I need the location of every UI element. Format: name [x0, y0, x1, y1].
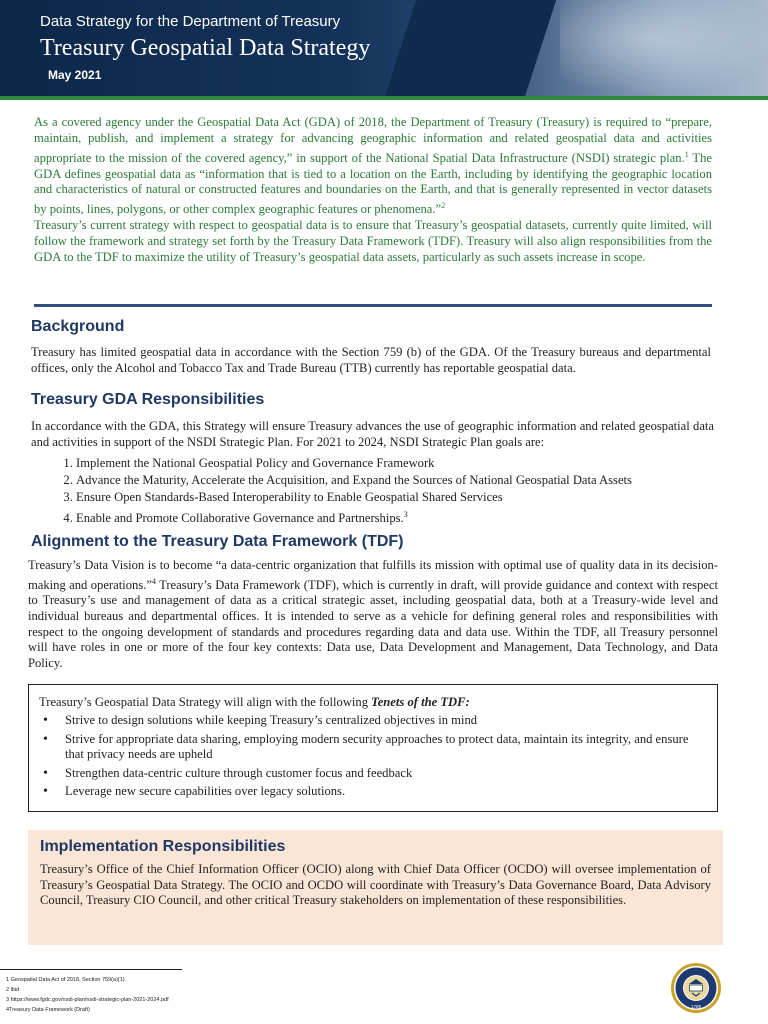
footnote-2: 2 ibid	[6, 987, 20, 993]
background-text: Treasury has limited geospatial data in accordance with the Section 759 (b) of the GDA. Of the Treasury bureaus and departmental offices, only the Alcohol and Tobacco Tax and Trade Bureau (TTB) currently has reportable geospatial data.	[31, 345, 711, 375]
banner-highlight	[560, 0, 768, 96]
intro-section	[34, 115, 712, 266]
implementation-heading: Implementation Responsibilities	[40, 838, 286, 855]
intro-paragraph-2: Treasury’s current strategy with respect to geospatial data is to ensure that Treasury’s geospatial datasets, currently quite limited, will follow the framework and strategy set forth by the Treasury Data Framework (TDF). Treasury will also align responsibilities from the GDA to the TDF to maximize the utility of Treasury’s geospatial data assets, particularly as such assets increase in scope.	[34, 218, 712, 264]
list-item: • Strengthen data-centric culture through customer focus and feedback	[65, 766, 707, 782]
treasury-seal-icon	[670, 962, 722, 1014]
alignment-heading: Alignment to the Treasury Data Framework (TDF)	[31, 533, 404, 550]
list-item: 2. Advance the Maturity, Accelerate the Acquisition, and Expand the Sources of National Geospatial Data Assets	[76, 472, 736, 489]
intro-divider	[34, 304, 712, 307]
tenets-list	[39, 713, 707, 800]
list-item: • Leverage new secure capabilities over legacy solutions.	[65, 784, 707, 800]
seal-year: 1789	[690, 1004, 702, 1009]
implementation-text: Treasury’s Office of the Chief Information Officer (OCIO) along with Chief Data Officer (OCDO) will oversee implementation of Treasury’s Geospatial Data Strategy. The OCIO and OCDO will coordinate with Treasury’s Data Governance Board, Data Advisory Council, Treasury CIO Council, and other critical Treasury stakeholders on implementation of these responsibilities.	[40, 862, 711, 907]
footnote-divider	[0, 969, 182, 970]
list-item: • Strive to design solutions while keeping Treasury’s centralized objectives in mind	[65, 713, 707, 729]
list-item: • Strive for appropriate data sharing, employing modern security approaches to protect data, maintain its integrity, and ensure that privacy needs are upheld	[65, 732, 707, 763]
list-item: 1. Implement the National Geospatial Policy and Governance Framework	[76, 455, 736, 472]
footnote-3: 3 https://www.fgdc.gov/nsdi-plan/nsdi-strategic-plan-2021-2024.pdf	[6, 997, 169, 1003]
footnote-ref-2: 2	[441, 201, 446, 211]
tdf-tenets-box	[28, 684, 718, 812]
footnotes	[6, 975, 169, 1015]
footnote-ref-1: 1	[684, 149, 689, 159]
banner-fold-shape	[377, 0, 562, 96]
header-subtitle: Data Strategy for the Department of Treasury	[40, 13, 341, 30]
header-banner	[0, 0, 768, 96]
tenets-lead: Treasury’s Geospatial Data Strategy will align with the following Tenets of the TDF:	[39, 695, 470, 709]
gda-text: In accordance with the GDA, this Strategy will ensure Treasury advances the use of geographic information and related geospatial data and activities in support of the NSDI Strategic Plan. For 2021 to 2024, NSDI Strategic Plan goals are:	[31, 419, 714, 449]
footnote-1: 1 Geospatial Data Act of 2018, Section 759(a)(1)	[6, 977, 125, 983]
intro-paragraph-1: As a covered agency under the Geospatial Data Act (GDA) of 2018, the Department of Treasury (Treasury) is required to “prepare, maintain, publish, and implement a strategy for advancing geographic information and related geospatial data and activities appropriate to the mission of the covered agency,” in support of the National Spatial Data Infrastructure (NSDI) strategic plan.$^1$ The GDA defines geospatial data as “information that is tied to a location on the Earth, including by identifying the geographic location and characteristics of natural or constructed features and boundaries on the Earth, and that is generally represented in vector datasets by points, lines, polygons, or other complex geographic features or phenomena.”$^2$	[34, 115, 712, 217]
alignment-text: Treasury’s Data Vision is to become “a data-centric organization that fulfills its mission with optimal use of quality data in its decision-making and operations.”$^4$ Treasury’s Data Framework (TDF), which is currently in draft, will provide guidance and context with respect to Treasury’s use and management of data as a critical strategic asset, including geospatial data, both at a Treasury-wide level and individual bureaus and departmental offices. It is intended to serve as a vehicle for defining general roles and responsibilities with respect to the ongoing development of standards and procedures regarding data and data use. Within the TDF, all Treasury personnel will have roles in one or more of the four key contexts: Data use, Data Development and Management, Data Technology, and Data Policy.	[28, 558, 718, 670]
footnote-ref-3: 3	[403, 510, 408, 519]
implementation-box	[28, 830, 723, 945]
footnote-ref-4: 4	[151, 576, 156, 586]
footnote-4: 4Treasury Data Framework (Draft)	[6, 1007, 90, 1013]
list-item: 3. Ensure Open Standards-Based Interoperability to Enable Geospatial Shared Services	[76, 489, 736, 506]
publication-date: May 2021	[48, 68, 102, 82]
page-title: Treasury Geospatial Data Strategy	[40, 35, 371, 61]
gda-heading: Treasury GDA Responsibilities	[31, 391, 265, 408]
list-item: 4. Enable and Promote Collaborative Governance and Partnerships.$^3$	[76, 506, 736, 527]
nsdi-goals-list	[48, 455, 736, 527]
header-accent-bar	[0, 96, 768, 100]
tenets-emphasis: Tenets of the TDF:	[371, 695, 470, 709]
background-heading: Background	[31, 318, 125, 335]
